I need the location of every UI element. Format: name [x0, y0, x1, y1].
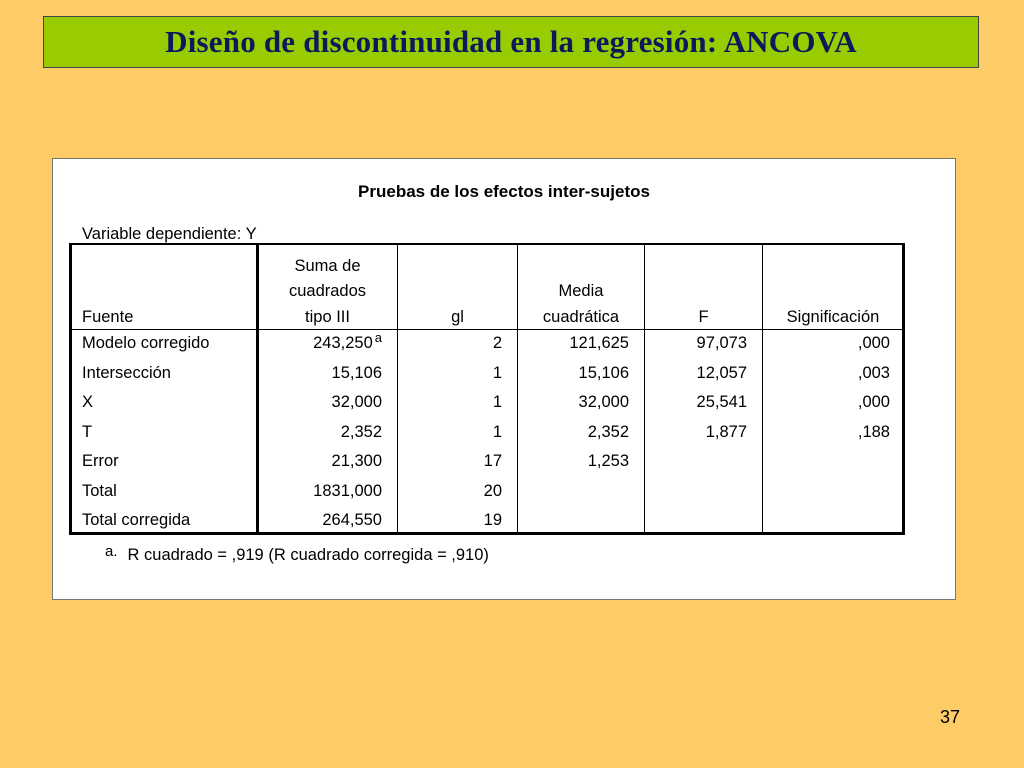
- cell-suma-text: 1831,000: [313, 481, 382, 500]
- cell-media: [518, 451, 629, 471]
- cell-f: [645, 392, 747, 412]
- header-media-line1: Media: [558, 282, 604, 300]
- cell-suma: [258, 422, 382, 442]
- page-number: 37: [939, 707, 960, 727]
- dependent-variable-label: Variable dependiente: Y: [82, 225, 257, 243]
- cell-fuente: [82, 451, 252, 471]
- cell-media: [518, 333, 629, 353]
- cell-fuente-text: X: [82, 393, 94, 411]
- cell-fuente: [82, 481, 252, 501]
- header-gl: gl: [451, 308, 464, 326]
- footnote-reference: a: [374, 330, 382, 345]
- cell-gl-text: 2: [492, 334, 502, 352]
- cell-suma: [258, 330, 382, 354]
- cell-gl-text: 1: [492, 422, 502, 441]
- cell-gl: [398, 481, 502, 501]
- footnote-text: R cuadrado = ,919 (R cuadrado corregida = ,910): [127, 546, 489, 564]
- cell-sig: [763, 422, 890, 442]
- cell-gl-text: 20: [483, 481, 502, 500]
- cell-f-text: 12,057: [696, 363, 747, 382]
- cell-media: [518, 392, 629, 412]
- cell-gl-text: 1: [492, 363, 502, 382]
- column-divider: [762, 245, 763, 532]
- cell-media: [518, 363, 629, 383]
- cell-suma-text: 15,106: [331, 363, 382, 382]
- cell-media-text: 2,352: [587, 422, 629, 441]
- cell-sig-text: ,000: [857, 334, 890, 352]
- header-f: F: [698, 308, 709, 326]
- cell-gl: [398, 363, 502, 383]
- cell-sig: [763, 333, 890, 353]
- cell-fuente: [82, 392, 252, 412]
- cell-suma-text: 243,250: [313, 334, 373, 352]
- cell-fuente-text: Intersección: [82, 363, 171, 382]
- cell-sig: [763, 363, 890, 383]
- cell-gl-text: 1: [492, 393, 502, 411]
- cell-suma-text: 32,000: [331, 393, 382, 411]
- table-footnote: [105, 543, 489, 565]
- cell-media-text: 121,625: [569, 334, 629, 352]
- cell-suma-text: 21,300: [331, 452, 382, 470]
- header-divider: [72, 329, 902, 330]
- cell-sig-text: ,188: [857, 422, 890, 441]
- cell-suma-text: 2,352: [340, 422, 382, 441]
- cell-suma: [258, 392, 382, 412]
- cell-sig: [763, 392, 890, 412]
- cell-media: [518, 422, 629, 442]
- cell-media-text: 32,000: [578, 393, 629, 411]
- cell-fuente: [82, 422, 252, 442]
- column-divider: [644, 245, 645, 532]
- cell-gl: [398, 451, 502, 471]
- cell-suma: [258, 451, 382, 471]
- cell-f-text: 25,541: [696, 393, 747, 411]
- header-media-line2: cuadrática: [542, 308, 620, 326]
- cell-f-text: 1,877: [705, 422, 747, 441]
- header-suma-line3: tipo III: [305, 308, 350, 326]
- cell-f-text: 97,073: [696, 334, 747, 352]
- cell-gl-text: 19: [483, 511, 502, 529]
- cell-fuente-text: Total corregida: [82, 511, 191, 529]
- cell-fuente-text: Total: [82, 481, 117, 500]
- slide-title: Diseño de discontinuidad en la regresión: ANCOVA: [165, 24, 857, 59]
- header-fuente: Fuente: [82, 308, 134, 326]
- cell-f: [645, 363, 747, 383]
- cell-gl: [398, 333, 502, 353]
- cell-fuente: [82, 510, 252, 530]
- title-banner: [43, 16, 979, 68]
- cell-suma: [258, 510, 382, 530]
- cell-fuente-text: Modelo corregido: [82, 334, 210, 352]
- cell-gl: [398, 422, 502, 442]
- cell-fuente: [82, 333, 252, 353]
- cell-suma: [258, 481, 382, 501]
- header-suma-line1: Suma de: [294, 257, 361, 275]
- header-suma-line2: cuadrados: [288, 282, 367, 300]
- cell-f: [645, 422, 747, 442]
- cell-media-text: 1,253: [587, 452, 629, 470]
- cell-f: [645, 333, 747, 353]
- cell-fuente: [82, 363, 252, 383]
- cell-gl: [398, 392, 502, 412]
- footnote-mark: a.: [105, 543, 118, 560]
- cell-sig-text: ,000: [857, 393, 890, 411]
- header-significacion: Significación: [786, 308, 880, 326]
- cell-suma-text: 264,550: [322, 511, 382, 529]
- cell-fuente-text: Error: [82, 452, 119, 470]
- cell-media-text: 15,106: [578, 363, 629, 382]
- cell-gl: [398, 510, 502, 530]
- cell-suma: [258, 363, 382, 383]
- table-panel: [52, 158, 956, 600]
- anova-table: [69, 243, 905, 535]
- table-title: Pruebas de los efectos inter-sujetos: [358, 182, 650, 201]
- cell-sig-text: ,003: [857, 363, 890, 382]
- cell-gl-text: 17: [483, 452, 502, 470]
- cell-fuente-text: T: [82, 422, 93, 441]
